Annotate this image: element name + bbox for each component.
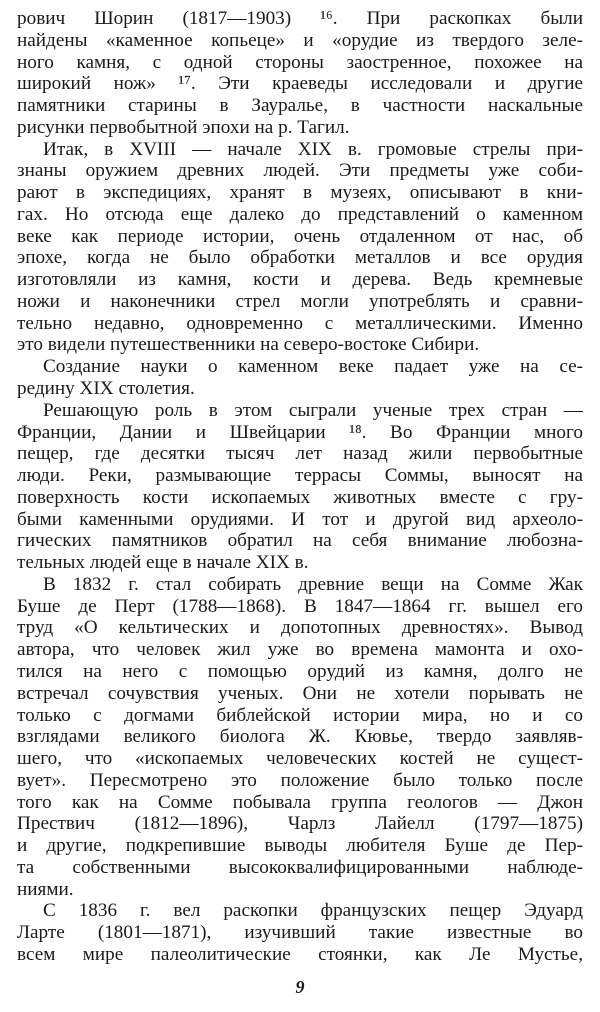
text-line: быми каменными орудиями. И тот и другой вид археоло- [17, 508, 583, 530]
text-line: это видели путешественники на северо-востоке Сибири. [17, 334, 480, 356]
text-line: ниями. [17, 878, 74, 900]
text-line: ножи и наконечники стрел могли употреблять и сравни- [17, 290, 583, 312]
paragraph [17, 900, 583, 965]
paragraph [17, 400, 583, 574]
text-line: и другие, подкрепившие выводы любителя Буше де Пер- [17, 835, 583, 857]
text-line: изготовляли из камня, кости и дерева. Ведь кремневые [17, 269, 583, 291]
page-number: 9 [295, 977, 305, 997]
text-line: рают в экспедициях, хранят в музеях, описывают в кни- [17, 182, 583, 204]
body-text [17, 8, 583, 966]
text-line: Франции, Дании и Швейцарии ¹⁸. Во Франции много [17, 421, 583, 443]
text-line: того как на Сомме побывала группа геологов — Джон [17, 791, 583, 813]
text-line: всем мире палеолитические стоянки, как Ле Мустье, [17, 943, 583, 965]
text-line: памятники старины в Зауралье, в частности наскальные [17, 95, 583, 117]
text-line: веке как периоде истории, очень отдаленном от нас, об [17, 225, 583, 247]
text-line: встречал сочувствия ученых. Они не хотели порывать не [17, 682, 583, 704]
text-line: гических памятников обратил на себя внимание любозна- [17, 530, 583, 552]
paragraph [17, 356, 583, 400]
text-line: взглядами великого биолога Ж. Кювье, твердо заявляв- [17, 726, 583, 748]
text-line: рисунки первобытной эпохи на р. Тагил. [17, 116, 350, 138]
text-line: знаны оружием древних людей. Эти предметы уже соби- [17, 160, 583, 182]
text-line: Создание науки о каменном веке падает уже на се- [43, 356, 583, 378]
text-line: ного камня, с одной стороны заостренное, похожее на [17, 51, 583, 73]
text-line: труд «О кельтических и допотопных древностях». Вывод [17, 617, 583, 639]
paragraph [17, 574, 583, 900]
text-line: Преcтвич (1812—1896), Чарлз Лайелл (1797—1875) [17, 813, 583, 835]
text-line: Решающую роль в этом сыграли ученые трех стран — [43, 399, 583, 421]
text-line: Итак, в XVIII — начале XIX в. громовые стрелы при- [43, 138, 583, 160]
text-line: гах. Но отсюда еще далеко до представлений о каменном [17, 203, 583, 225]
text-line: найдены «каменное копьеце» и «орудие из твердого зеле- [17, 29, 583, 51]
text-line: широкий нож» ¹⁷. Эти краеведы исследовали и другие [17, 73, 583, 95]
text-line: С 1836 г. вел раскопки французских пещер Эдуард [43, 900, 583, 922]
text-line: вует». Пересмотрено это положение было только после [17, 769, 583, 791]
text-line: люди. Реки, размывающие террасы Соммы, выносят на [17, 465, 583, 487]
text-line: поверхность кости ископаемых животных вместе с гру- [17, 486, 583, 508]
text-line: автора, что человек жил уже во времена мамонта и охо- [17, 639, 583, 661]
text-line: тельных людей еще в начале XIX в. [17, 552, 309, 574]
text-line: В 1832 г. стал собирать древние вещи на Сомме Жак [43, 573, 583, 595]
text-line: пещер, где десятки тысяч лет назад жили первобытные [17, 443, 583, 465]
text-line: тился на него с помощью орудий из камня, долго не [17, 660, 583, 682]
text-line: только с догмами библейской истории мира, но и со [17, 704, 583, 726]
text-line: рович Шорин (1817—1903) ¹⁶. При раскопках были [17, 8, 583, 29]
text-line: редину XIX столетия. [17, 378, 195, 400]
text-line: шего, что «ископаемых человеческих костей не сущест- [17, 748, 583, 770]
paragraph [17, 8, 583, 139]
text-line: Буше де Перт (1788—1868). В 1847—1864 гг. вышел его [17, 595, 583, 617]
paragraph [17, 139, 583, 357]
text-line: тельно недавно, одновременно с металлическими. Именно [17, 312, 583, 334]
text-line: та собственными высококвалифицированными наблюде- [17, 856, 583, 878]
text-line: эпохе, когда не было обработки металлов и все орудия [17, 247, 583, 269]
text-line: Ларте (1801—1871), изучивший такие известные во [17, 922, 583, 944]
